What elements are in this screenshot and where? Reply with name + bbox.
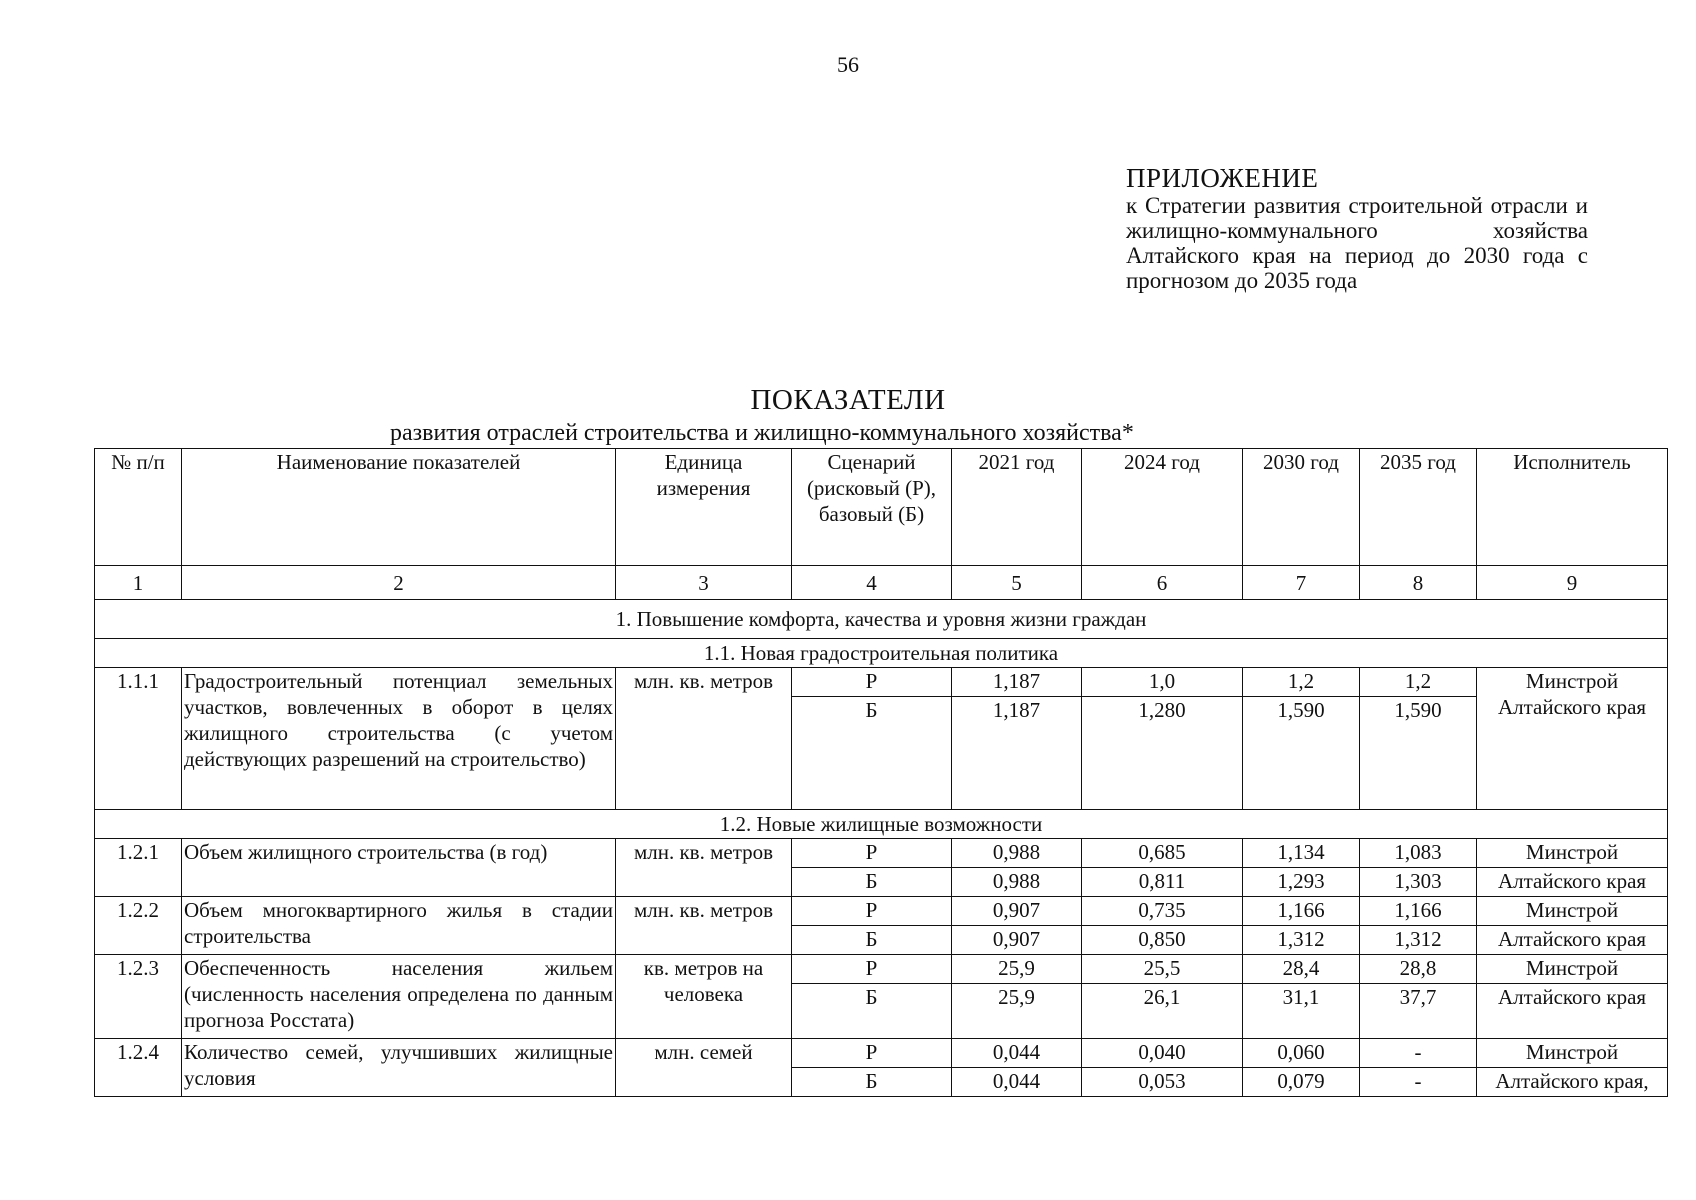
value-2021: 1,187 <box>952 668 1082 697</box>
value-2035: 28,8 <box>1360 955 1477 984</box>
scenario-cell: Б <box>792 926 952 955</box>
scenario-cell: Р <box>792 897 952 926</box>
value-2035: 1,2 <box>1360 668 1477 697</box>
value-2035: 1,312 <box>1360 926 1477 955</box>
header-2024: 2024 год <box>1082 449 1243 566</box>
scenario-cell: Р <box>792 955 952 984</box>
table-row <box>95 839 1668 868</box>
page-number: 56 <box>837 52 859 77</box>
value-2021: 1,187 <box>952 697 1082 810</box>
value-2030: 0,079 <box>1243 1068 1360 1097</box>
value-2024: 0,735 <box>1082 897 1243 926</box>
subsection-row <box>95 810 1668 839</box>
value-2024: 0,040 <box>1082 1039 1243 1068</box>
table-row <box>95 668 1668 697</box>
header-number: № п/п <box>95 449 182 566</box>
column-number: 5 <box>952 566 1082 600</box>
header-executor: Исполнитель <box>1477 449 1668 566</box>
value-2030: 31,1 <box>1243 984 1360 1039</box>
value-2021: 0,988 <box>952 839 1082 868</box>
column-number: 6 <box>1082 566 1243 600</box>
header-scenario: Сценарий (рисковый (Р), базовый (Б) <box>792 449 952 566</box>
value-2030: 1,166 <box>1243 897 1360 926</box>
value-2021: 0,044 <box>952 1039 1082 1068</box>
header-unit: Единица измерения <box>616 449 792 566</box>
indicator-name: Градостроительный потенциал земельных участков, вовлеченных в оборот в целях жилищного строительства (с учетом действующих разрешений на строительство) <box>182 668 616 810</box>
indicator-name: Объем жилищного строительства (в год) <box>182 839 616 897</box>
scenario-cell: Б <box>792 1068 952 1097</box>
row-number: 1.2.2 <box>95 897 182 955</box>
scenario-cell: Р <box>792 839 952 868</box>
indicator-name: Количество семей, улучшивших жилищные условия <box>182 1039 616 1097</box>
indicator-name: Обеспеченность населения жильем (численность населения определена по данным прогноза Росстата) <box>182 955 616 1039</box>
value-2024: 0,053 <box>1082 1068 1243 1097</box>
value-2024: 0,685 <box>1082 839 1243 868</box>
executor: Минстрой <box>1477 897 1668 926</box>
header-2035: 2035 год <box>1360 449 1477 566</box>
value-2030: 1,293 <box>1243 868 1360 897</box>
column-numbers-row <box>95 566 1668 600</box>
column-number: 7 <box>1243 566 1360 600</box>
scenario-cell: Б <box>792 697 952 810</box>
value-2035: 1,166 <box>1360 897 1477 926</box>
executor: Минстрой <box>1477 839 1668 868</box>
column-number: 3 <box>616 566 792 600</box>
value-2035: - <box>1360 1068 1477 1097</box>
row-number: 1.2.1 <box>95 839 182 897</box>
value-2024: 26,1 <box>1082 984 1243 1039</box>
unit: млн. кв. метров <box>616 897 792 955</box>
value-2021: 25,9 <box>952 984 1082 1039</box>
value-2021: 0,988 <box>952 868 1082 897</box>
row-number: 1.2.4 <box>95 1039 182 1097</box>
column-number: 8 <box>1360 566 1477 600</box>
value-2035: - <box>1360 1039 1477 1068</box>
scenario-cell: Б <box>792 984 952 1039</box>
appendix-text: к Стратегии развития строительной отрасли и жилищно-коммунального хозяйства Алтайского края на период до 2030 года с прогнозом до 2035 года <box>1126 193 1588 293</box>
subsection-heading: 1.1. Новая градостроительная политика <box>95 639 1668 668</box>
subsection-heading: 1.2. Новые жилищные возможности <box>95 810 1668 839</box>
value-2030: 1,134 <box>1243 839 1360 868</box>
header-2021: 2021 год <box>952 449 1082 566</box>
indicator-name: Объем многоквартирного жилья в стадии строительства <box>182 897 616 955</box>
executor: Алтайского края <box>1477 984 1668 1039</box>
column-number: 2 <box>182 566 616 600</box>
value-2024: 25,5 <box>1082 955 1243 984</box>
column-number: 1 <box>95 566 182 600</box>
table-row <box>95 955 1668 984</box>
appendix-title: ПРИЛОЖЕНИЕ <box>1126 163 1319 193</box>
executor: Минстрой Алтайского края <box>1477 668 1668 810</box>
section-row <box>95 600 1668 639</box>
value-2030: 1,590 <box>1243 697 1360 810</box>
table-row <box>95 897 1668 926</box>
value-2030: 1,2 <box>1243 668 1360 697</box>
column-number: 4 <box>792 566 952 600</box>
row-number: 1.2.3 <box>95 955 182 1039</box>
header-2030: 2030 год <box>1243 449 1360 566</box>
value-2021: 0,907 <box>952 926 1082 955</box>
executor: Минстрой <box>1477 1039 1668 1068</box>
table-header-row <box>95 449 1668 566</box>
value-2024: 1,280 <box>1082 697 1243 810</box>
document-subtitle: развития отраслей строительства и жилищно-коммунального хозяйства* <box>390 420 1134 446</box>
unit: млн. кв. метров <box>616 668 792 810</box>
document-title: ПОКАЗАТЕЛИ <box>750 384 946 416</box>
table-row <box>95 1039 1668 1068</box>
value-2035: 37,7 <box>1360 984 1477 1039</box>
value-2030: 0,060 <box>1243 1039 1360 1068</box>
value-2035: 1,303 <box>1360 868 1477 897</box>
subsection-row <box>95 639 1668 668</box>
value-2021: 0,907 <box>952 897 1082 926</box>
executor: Алтайского края <box>1477 926 1668 955</box>
value-2030: 1,312 <box>1243 926 1360 955</box>
column-number: 9 <box>1477 566 1668 600</box>
scenario-cell: Р <box>792 1039 952 1068</box>
unit: кв. метров на человека <box>616 955 792 1039</box>
row-number: 1.1.1 <box>95 668 182 810</box>
indicators-table <box>94 448 1668 1097</box>
scenario-cell: Р <box>792 668 952 697</box>
executor: Минстрой <box>1477 955 1668 984</box>
value-2021: 25,9 <box>952 955 1082 984</box>
scenario-cell: Б <box>792 868 952 897</box>
value-2024: 0,811 <box>1082 868 1243 897</box>
value-2021: 0,044 <box>952 1068 1082 1097</box>
value-2030: 28,4 <box>1243 955 1360 984</box>
value-2024: 0,850 <box>1082 926 1243 955</box>
unit: млн. кв. метров <box>616 839 792 897</box>
appendix-block <box>1126 163 1588 293</box>
header-indicator-name: Наименование показателей <box>182 449 616 566</box>
executor: Алтайского края, <box>1477 1068 1668 1097</box>
value-2035: 1,590 <box>1360 697 1477 810</box>
unit: млн. семей <box>616 1039 792 1097</box>
value-2024: 1,0 <box>1082 668 1243 697</box>
section-heading: 1. Повышение комфорта, качества и уровня жизни граждан <box>95 600 1668 639</box>
value-2035: 1,083 <box>1360 839 1477 868</box>
executor: Алтайского края <box>1477 868 1668 897</box>
